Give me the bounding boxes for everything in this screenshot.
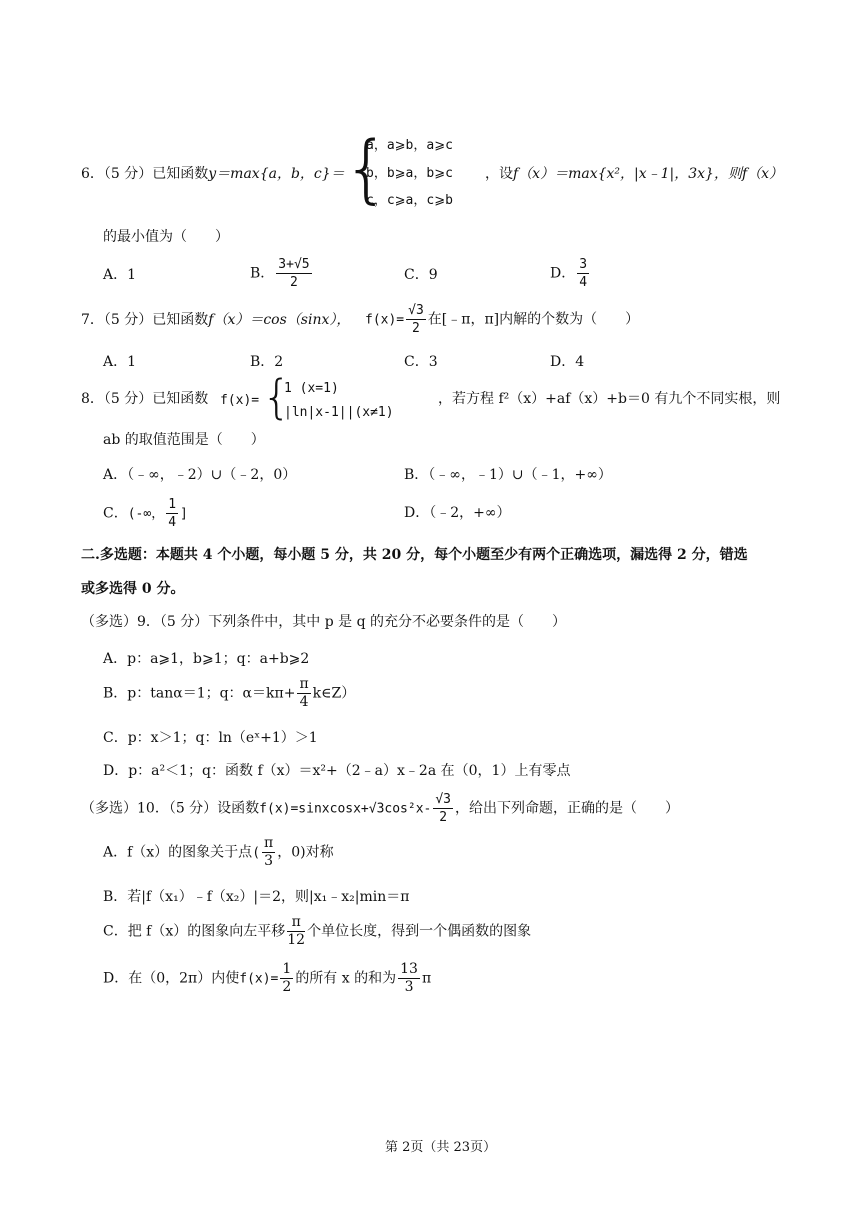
q7-equation <box>365 302 639 337</box>
q9-option-c: C．p：x＞1；q：ln（eˣ+1）＞1 <box>103 730 318 746</box>
q6-stem <box>81 165 345 183</box>
q7-fcos: f（x）＝cos（sinx）， <box>208 312 351 328</box>
q8-option-b: B．（﹣∞，﹣1）∪（﹣1，+∞） <box>404 467 612 483</box>
q8-option-c-close: ] <box>180 506 188 522</box>
q10-option-d-num2: 13 <box>400 961 418 977</box>
q9-option-b-prefix: B．p：tanα＝1；q：α＝kπ+ <box>103 685 296 702</box>
q8-option-c-num: 1 <box>168 497 177 512</box>
q8-f-lhs: f(x)= <box>220 393 260 408</box>
q6-option-b-num: 3+√5 <box>278 257 310 272</box>
q10-option-c-num: π <box>287 914 305 932</box>
q7-option-b: B．2 <box>250 354 284 370</box>
q8-case-1: 1 (x=1) <box>284 381 339 396</box>
q6-case-2: b，b⩾a，b⩾c <box>366 166 453 181</box>
q10-option-d-suffix: π <box>421 970 432 987</box>
q7-eq-frac <box>406 302 426 337</box>
q6-brace: { <box>343 126 391 212</box>
q7-stem-a: 7．（5 分）已知函数 <box>81 312 209 328</box>
q10-stem-a: （多选）10．（5 分）设函数 <box>81 800 260 817</box>
q6-line2: 的最小值为（ ） <box>103 229 229 245</box>
q8-option-c-frac <box>166 496 178 531</box>
q6-option-d-num: 3 <box>579 257 588 272</box>
q8-option-a: A．（﹣∞，﹣2）∪（﹣2，0） <box>103 467 297 483</box>
q10-option-d-num1: 1 <box>282 961 292 977</box>
q9-option-b <box>103 676 355 711</box>
q10-option-d-mid: 的所有 x 的和为 <box>295 970 397 987</box>
q10-option-d-den2: 3 <box>404 979 414 995</box>
q6-case-1: a，a⩾b，a⩾c <box>366 138 453 153</box>
q6-option-d-frac <box>577 256 589 291</box>
q7-eq-den: 2 <box>412 321 420 336</box>
q10-option-a-prefix: A．f（x）的图象关于点 <box>103 844 253 861</box>
q10-f-den: 2 <box>439 810 448 825</box>
q6-option-a: A．1 <box>103 267 137 283</box>
q10-option-a-den: 3 <box>264 853 274 869</box>
q10-option-c-frac <box>287 914 305 949</box>
q9-option-a: A．p：a⩾1，b⩾1；q：a+b⩾2 <box>103 651 310 667</box>
q6-stem-b-line <box>485 165 783 183</box>
q10-option-c-suffix: 个单位长度，得到一个偶函数的图象 <box>307 923 532 940</box>
q10-option-d-f: f(x)= <box>239 971 279 987</box>
q9-option-d: D．p：a²＜1；q：函数 f（x）＝x²+（2﹣a）x﹣2a 在（0，1）上有零点 <box>103 763 571 779</box>
q8-option-c-prefix: C． <box>103 505 128 522</box>
q6-stem-c: f（x） <box>741 166 784 182</box>
q10-option-a-frac <box>262 835 275 870</box>
section2-line2: 或多选得 0 分。 <box>81 581 185 597</box>
q7-eq-lhs: f(x)= <box>365 312 405 328</box>
q8-option-d: D．（﹣2，+∞） <box>404 505 511 521</box>
q6-stem-b: ，设 <box>485 166 513 182</box>
q6-ydef: y＝max{a，b，c}＝ <box>208 166 345 182</box>
q7-option-c: C．3 <box>404 354 438 370</box>
q8-stem-b: ，若方程 f²（x）+af（x）+b＝0 有九个不同实根，则 <box>438 391 781 407</box>
q10-f-num: √3 <box>435 792 452 807</box>
q10-option-a <box>103 835 334 870</box>
q7-option-d: D．4 <box>550 354 585 370</box>
q9-option-b-num: π <box>299 676 309 692</box>
q9-stem: （多选）9．（5 分）下列条件中，其中 p 是 q 的充分不必要条件的是（ ） <box>81 614 566 630</box>
q6-option-b-prefix: B． <box>250 265 275 282</box>
q10-option-a-close: ，0)对称 <box>277 844 334 861</box>
q10-stem-b: ，给出下列命题，正确的是（ ） <box>455 800 680 817</box>
q10-option-c <box>103 914 531 949</box>
q7-eq-num: √3 <box>408 303 424 318</box>
q7-option-a: A．1 <box>103 354 137 370</box>
section2-line1: 二.多选题：本题共 4 个小题，每小题 5 分，共 20 分，每个小题至少有两个正确选项，漏选得 2 分，错选 <box>81 547 748 563</box>
q6-option-c: C．9 <box>404 267 438 283</box>
q10-option-a-num: π <box>264 835 274 851</box>
q9-option-b-suffix: k∈Z） <box>312 685 356 702</box>
q8-brace: { <box>262 370 292 424</box>
q10-stem <box>81 791 679 826</box>
q6-option-d-den: 4 <box>579 275 588 290</box>
q8-line2: ab 的取值范围是（ ） <box>103 432 265 448</box>
q7-stem-end: 在[﹣π，π]内解的个数为（ ） <box>427 311 640 328</box>
q10-option-d-den1: 2 <box>282 979 292 995</box>
q6-option-b-frac <box>276 256 311 291</box>
q8-option-c-open: (-∞， <box>127 506 165 522</box>
q8-stem: 8．（5 分）已知函数 <box>81 391 209 407</box>
q6-option-b-den: 2 <box>290 275 298 290</box>
page-footer: 第 2页（共 23页） <box>385 1140 497 1155</box>
q10-option-a-open: ( <box>252 845 261 861</box>
q6-option-d <box>550 256 591 291</box>
q10-f-expr: f(x)=sinxcosx+√3cos²x- <box>259 801 432 817</box>
q10-option-c-prefix: C．把 f（x）的图象向左平移 <box>103 923 286 940</box>
q10-option-d <box>103 961 431 996</box>
q10-option-d-frac2 <box>398 961 420 996</box>
q10-option-b: B．若|f（x₁）﹣f（x₂）|＝2，则|x₁﹣x₂|min＝π <box>103 889 410 905</box>
q10-f-frac <box>433 791 453 826</box>
q10-option-d-prefix: D．在（0，2π）内使 <box>103 970 240 987</box>
q6-option-d-prefix: D． <box>550 265 576 282</box>
q8-case-2: |ln|x-1||(x≠1) <box>284 405 394 420</box>
q8-option-c <box>103 496 188 531</box>
q9-option-b-frac <box>297 676 310 711</box>
q10-option-d-frac1 <box>280 961 293 996</box>
q6-fdef: f（x）＝max{x²，|x﹣1|，3x}，则 <box>513 166 742 182</box>
q8-option-c-den: 4 <box>168 515 177 530</box>
q7-stem <box>81 311 350 329</box>
q9-option-b-den: 4 <box>299 694 309 710</box>
q6-case-3: c，c⩾a，c⩾b <box>366 193 453 208</box>
q10-option-c-den: 12 <box>287 932 306 948</box>
q6-stem-a: 6．（5 分）已知函数 <box>81 166 209 182</box>
q6-option-b <box>250 256 314 291</box>
